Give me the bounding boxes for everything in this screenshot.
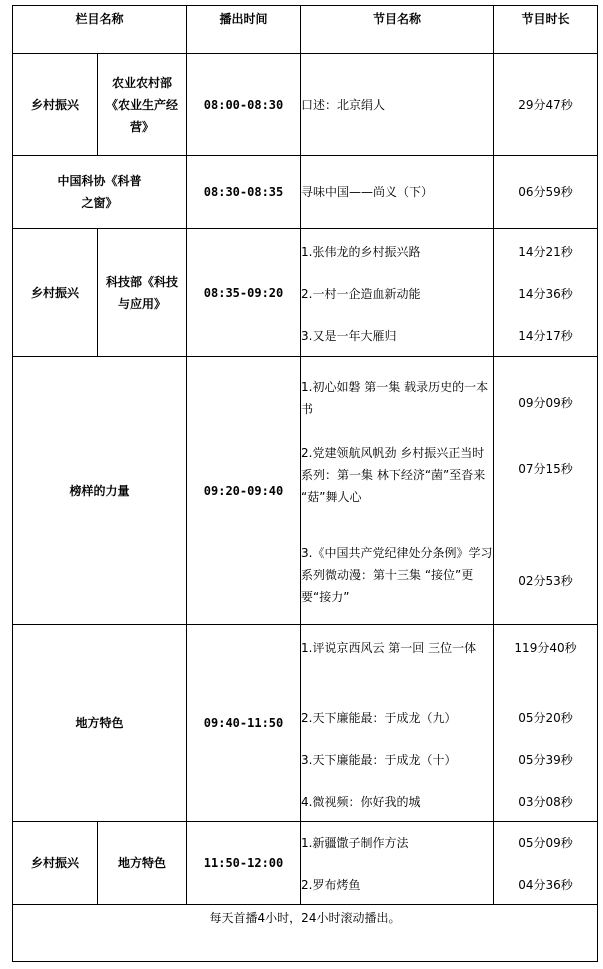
program-entry: 口述：北京绢人 — [301, 97, 386, 112]
header-broadcast-time: 播出时间 — [187, 6, 301, 54]
program-entry: 2.罗布烤鱼 — [301, 878, 361, 892]
duration-entry: 05分39秒 — [518, 752, 573, 767]
table-row — [13, 229, 598, 357]
row-time: 08:00-08:30 — [187, 54, 301, 156]
program-entry: 2.党建领航风帆劲 乡村振兴正当时系列：第一集 林下经济“菌”至沓来 “菇”舞人心 — [301, 446, 486, 504]
row-time: 09:40-11:50 — [187, 625, 301, 822]
row-durations — [494, 54, 598, 156]
program-entry: 3.又是一年大雁归 — [301, 328, 397, 343]
table-row — [13, 54, 598, 156]
duration-entry: 119分40秒 — [514, 640, 577, 655]
program-entry: 1.新疆馓子制作方法 — [301, 836, 409, 850]
duration-entry: 04分36秒 — [518, 878, 573, 892]
header-duration: 节目时长 — [494, 6, 598, 54]
row-programs — [301, 54, 494, 156]
row-category: 乡村振兴 — [13, 822, 98, 905]
row-column: 中国科协《科普之窗》 — [13, 156, 187, 229]
row-time: 08:35-09:20 — [187, 229, 301, 357]
row-subcategory: 农业农村部《农业生产经营》 — [98, 54, 187, 156]
duration-entry: 07分15秒 — [518, 462, 573, 476]
program-entry: 寻味中国——尚义（下） — [301, 185, 434, 199]
program-entry: 1.初心如磐 第一集 载录历史的一本书 — [301, 380, 489, 416]
duration-entry: 05分09秒 — [518, 836, 573, 850]
duration-entry: 14分21秒 — [518, 244, 573, 259]
row-durations — [494, 156, 598, 229]
program-entry: 3.《中国共产党纪律处分条例》学习系列微动漫：第十三集 “接位”更要“接力” — [301, 546, 493, 604]
duration-entry: 05分20秒 — [518, 710, 573, 725]
row-durations — [494, 357, 598, 625]
duration-entry: 14分17秒 — [518, 328, 573, 343]
duration-entry: 14分36秒 — [518, 286, 573, 301]
row-programs — [301, 156, 494, 229]
row-time: 08:30-08:35 — [187, 156, 301, 229]
table-row — [13, 822, 598, 905]
program-entry: 2.一村一企造血新动能 — [301, 286, 421, 301]
row-category: 乡村振兴 — [13, 229, 98, 357]
row-programs — [301, 625, 494, 822]
table-row — [13, 156, 598, 229]
header-program-name: 节目名称 — [301, 6, 494, 54]
row-durations — [494, 625, 598, 822]
program-entry: 4.微视频：你好我的城 — [301, 794, 421, 809]
program-entry: 2.天下廉能最：于成龙（九） — [301, 710, 457, 725]
duration-entry: 03分08秒 — [518, 794, 573, 809]
header-row — [13, 6, 598, 54]
duration-entry: 02分53秒 — [518, 574, 573, 588]
row-time: 11:50-12:00 — [187, 822, 301, 905]
row-durations — [494, 229, 598, 357]
schedule-table — [12, 5, 598, 962]
table-row — [13, 625, 598, 822]
row-durations — [494, 822, 598, 905]
duration-entry: 06分59秒 — [518, 185, 573, 199]
table-row — [13, 357, 598, 625]
footer-row — [13, 905, 598, 962]
row-programs — [301, 357, 494, 625]
duration-entry: 29分47秒 — [518, 97, 573, 112]
row-time: 09:20-09:40 — [187, 357, 301, 625]
row-column: 地方特色 — [13, 625, 187, 822]
row-category: 乡村振兴 — [13, 54, 98, 156]
program-entry: 1.评说京西风云 第一回 三位一体 — [301, 640, 477, 655]
footer-note: 每天首播4小时，24小时滚动播出。 — [13, 905, 598, 962]
program-entry: 1.张伟龙的乡村振兴路 — [301, 244, 421, 259]
row-subcategory: 科技部《科技与应用》 — [98, 229, 187, 357]
row-programs — [301, 229, 494, 357]
row-subcategory: 地方特色 — [98, 822, 187, 905]
row-programs — [301, 822, 494, 905]
row-column: 榜样的力量 — [13, 357, 187, 625]
duration-entry: 09分09秒 — [518, 396, 573, 410]
header-column-name: 栏目名称 — [13, 6, 187, 54]
program-entry: 3.天下廉能最：于成龙（十） — [301, 752, 457, 767]
